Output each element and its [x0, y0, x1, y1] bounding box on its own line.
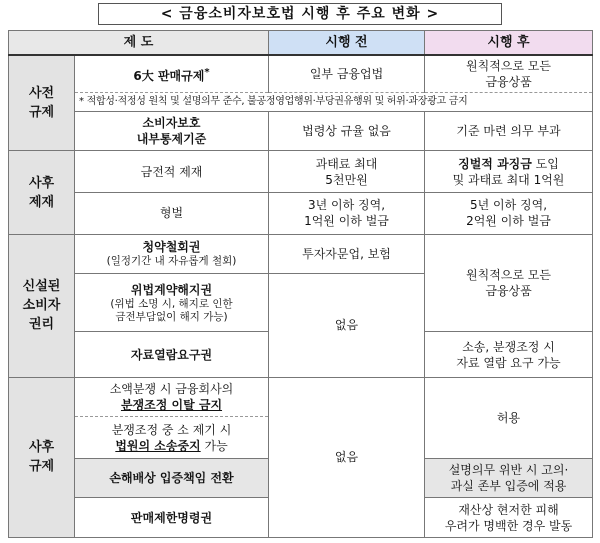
header-row [9, 31, 593, 56]
table-row [9, 112, 593, 151]
group-post-sanction: 사후 제재 [9, 151, 75, 234]
withdrawal-right-desc: (일정기간 내 자유롭게 철회) [106, 255, 237, 268]
cell-before: 없음 [269, 274, 425, 378]
row-criminal-penalty: 형벌 [75, 193, 269, 235]
dispute-exit-line2: 분쟁조정 이탈 금지 [120, 398, 223, 413]
cell-after: 5년 이하 징역, 2억원 이하 벌금 [425, 193, 593, 235]
header-system: 제 도 [9, 31, 269, 56]
row-sales-regulation [75, 55, 269, 92]
group-pre-regulation: 사전 규제 [9, 55, 75, 151]
cell-after: 허용 [425, 377, 593, 458]
group-new-rights: 신설된 소비자 권리 [9, 234, 75, 377]
litigation-suspension-line1: 분쟁조정 중 소 제기 시 [111, 422, 232, 437]
footnote-text: * 적합성·적정성 원칙 및 설명의무 준수, 불공정영업행위·부당권유행위 및 허위·과장광고 금지 [75, 93, 593, 112]
row-data-access-right: 자료열람요구권 [75, 332, 269, 378]
footnote-mark: * [204, 66, 210, 78]
cell-before: 없음 [269, 377, 425, 537]
row-dispute-exit-ban [75, 377, 269, 416]
cell-after: 소송, 분쟁조정 시 자료 열람 요구 가능 [425, 332, 593, 378]
group-post-regulation: 사후 규제 [9, 377, 75, 537]
cell-after [425, 151, 593, 193]
cell-after: 기준 마련 의무 부과 [425, 112, 593, 151]
table-row [9, 55, 593, 92]
cell-before: 과태료 최대 5천만원 [269, 151, 425, 193]
cell-before: 일부 금융업법 [269, 55, 425, 92]
header-before: 시행 전 [269, 31, 425, 56]
termination-right-label: 위법계약해지권 [130, 282, 213, 297]
row-monetary-sanction: 금전적 제재 [75, 151, 269, 193]
cell-after: 재산상 현저한 피해 우려가 명백한 경우 발동 [425, 498, 593, 538]
table-row [9, 93, 593, 112]
termination-right-desc: (위법 소명 시, 해지로 인한 금전부담없이 해지 가능) [110, 297, 233, 323]
punitive-fine-label: 징벌적 과징금 [458, 156, 532, 171]
table-row [9, 193, 593, 235]
row-burden-of-proof: 손해배상 입증책임 전환 [75, 458, 269, 497]
punitive-fine-rest: 도입 및 과태료 최대 1억원 [452, 156, 565, 187]
cell-after: 원칙적으로 모든 금융상품 [425, 234, 593, 332]
table-row [9, 377, 593, 416]
cell-after: 설명의무 위반 시 고의· 과실 존부 입증에 적용 [425, 458, 593, 497]
dispute-exit-line1: 소액분쟁 시 금융회사의 [109, 382, 234, 397]
cell-before: 법령상 규율 없음 [269, 112, 425, 151]
header-after: 시행 후 [425, 31, 593, 56]
sales-regulation-label: 6大 판매규제 [133, 68, 205, 83]
row-termination-right [75, 274, 269, 332]
cell-after: 원칙적으로 모든 금융상품 [425, 55, 593, 92]
row-internal-control: 소비자보호 내부통제기준 [75, 112, 269, 151]
litigation-suspension-line2: 법원의 소송중지 가능 [115, 438, 228, 453]
row-sales-ban-order: 판매제한명령권 [75, 498, 269, 538]
cell-before: 3년 이하 징역, 1억원 이하 벌금 [269, 193, 425, 235]
row-withdrawal-right [75, 234, 269, 273]
row-litigation-suspension [75, 417, 269, 459]
cell-before: 투자자문업, 보험 [269, 234, 425, 273]
table-row [9, 234, 593, 273]
comparison-table [8, 30, 593, 538]
withdrawal-right-label: 청약철회권 [142, 240, 201, 255]
table-row [9, 151, 593, 193]
page-title: < 금융소비자보호법 시행 후 주요 변화 > [98, 3, 502, 25]
